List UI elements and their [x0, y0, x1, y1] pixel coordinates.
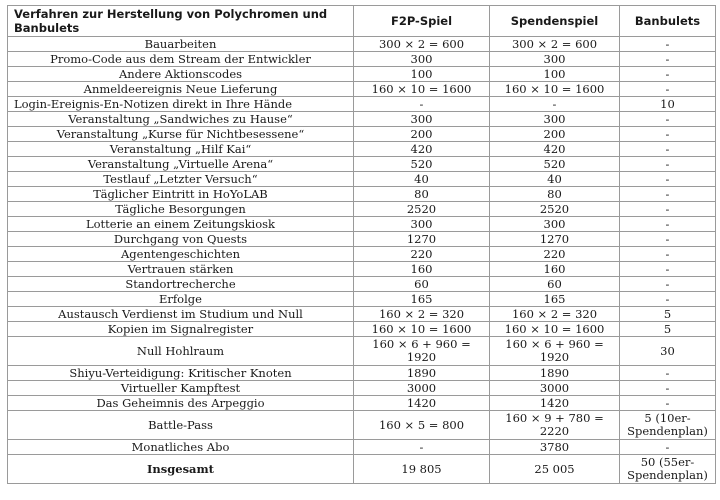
method-cell: Null Hohlraum [8, 337, 354, 366]
f2p-cell: 165 [354, 292, 490, 307]
header-donation: Spendenspiel [490, 6, 620, 37]
method-cell: Battle-Pass [8, 411, 354, 440]
banbulets-cell: 5 [620, 322, 716, 337]
donation-cell: 3000 [490, 381, 620, 396]
f2p-cell: 2520 [354, 202, 490, 217]
donation-cell: 300 [490, 217, 620, 232]
total-f2p: 19 805 [354, 455, 490, 484]
total-label: Insgesamt [8, 455, 354, 484]
f2p-cell: 60 [354, 277, 490, 292]
table-row [8, 232, 716, 247]
method-cell: Anmeldeereignis Neue Lieferung [8, 82, 354, 97]
f2p-cell: 80 [354, 187, 490, 202]
table-row [8, 292, 716, 307]
f2p-cell: 1270 [354, 232, 490, 247]
method-cell: Login-Ereignis-En-Notizen direkt in Ihre Hände [8, 97, 354, 112]
donation-cell: 220 [490, 247, 620, 262]
table-row [8, 202, 716, 217]
total-donation: 25 005 [490, 455, 620, 484]
donation-cell: 100 [490, 67, 620, 82]
table-row [8, 217, 716, 232]
f2p-cell: 3000 [354, 381, 490, 396]
table-row [8, 381, 716, 396]
method-cell: Bauarbeiten [8, 37, 354, 52]
banbulets-cell: - [620, 67, 716, 82]
method-cell: Täglicher Eintritt in HoYoLAB [8, 187, 354, 202]
donation-cell: 300 × 2 = 600 [490, 37, 620, 52]
banbulets-cell: - [620, 262, 716, 277]
method-cell: Standortrecherche [8, 277, 354, 292]
banbulets-cell: 10 [620, 97, 716, 112]
donation-cell: 160 × 6 + 960 = 1920 [490, 337, 620, 366]
donation-cell: 300 [490, 112, 620, 127]
f2p-cell: 160 × 10 = 1600 [354, 322, 490, 337]
method-cell: Vertrauen stärken [8, 262, 354, 277]
method-cell: Veranstaltung „Sandwiches zu Hause“ [8, 112, 354, 127]
donation-cell: 3780 [490, 440, 620, 455]
f2p-cell: 160 [354, 262, 490, 277]
f2p-cell: 300 × 2 = 600 [354, 37, 490, 52]
f2p-cell: 520 [354, 157, 490, 172]
header-banbulets: Banbulets [620, 6, 716, 37]
donation-cell: 1420 [490, 396, 620, 411]
table-row [8, 157, 716, 172]
banbulets-cell: - [620, 396, 716, 411]
method-cell: Durchgang von Quests [8, 232, 354, 247]
f2p-cell: 160 × 5 = 800 [354, 411, 490, 440]
table-row [8, 396, 716, 411]
banbulets-cell: - [620, 112, 716, 127]
donation-cell: 160 × 10 = 1600 [490, 82, 620, 97]
f2p-cell: 300 [354, 217, 490, 232]
banbulets-cell: 5 (10er-Spendenplan) [620, 411, 716, 440]
donation-cell: 160 × 2 = 320 [490, 307, 620, 322]
banbulets-cell: - [620, 142, 716, 157]
banbulets-cell: 5 [620, 307, 716, 322]
f2p-cell: - [354, 440, 490, 455]
method-cell: Testlauf „Letzter Versuch“ [8, 172, 354, 187]
banbulets-cell: - [620, 440, 716, 455]
donation-cell: 60 [490, 277, 620, 292]
donation-cell: 160 [490, 262, 620, 277]
table-row [8, 262, 716, 277]
table-row [8, 82, 716, 97]
method-cell: Andere Aktionscodes [8, 67, 354, 82]
banbulets-cell: - [620, 187, 716, 202]
table-row [8, 172, 716, 187]
table-row [8, 52, 716, 67]
donation-cell: 520 [490, 157, 620, 172]
donation-cell: 80 [490, 187, 620, 202]
method-cell: Promo-Code aus dem Stream der Entwickler [8, 52, 354, 67]
f2p-cell: 160 × 2 = 320 [354, 307, 490, 322]
f2p-cell: 160 × 6 + 960 = 1920 [354, 337, 490, 366]
table-row [8, 247, 716, 262]
donation-cell: 200 [490, 127, 620, 142]
table-row [8, 142, 716, 157]
table-row [8, 322, 716, 337]
banbulets-cell: - [620, 172, 716, 187]
method-cell: Erfolge [8, 292, 354, 307]
resources-table-container [7, 5, 715, 484]
table-body [8, 37, 716, 484]
banbulets-cell: - [620, 381, 716, 396]
table-row [8, 67, 716, 82]
table-row [8, 127, 716, 142]
banbulets-cell: - [620, 157, 716, 172]
table-row [8, 440, 716, 455]
f2p-cell: 1890 [354, 366, 490, 381]
table-row [8, 187, 716, 202]
method-cell: Agentengeschichten [8, 247, 354, 262]
method-cell: Virtueller Kampftest [8, 381, 354, 396]
donation-cell: 160 × 9 + 780 = 2220 [490, 411, 620, 440]
method-cell: Shiyu-Verteidigung: Kritischer Knoten [8, 366, 354, 381]
method-cell: Kopien im Signalregister [8, 322, 354, 337]
method-cell: Veranstaltung „Hilf Kai“ [8, 142, 354, 157]
banbulets-cell: - [620, 37, 716, 52]
f2p-cell: 40 [354, 172, 490, 187]
banbulets-cell: - [620, 217, 716, 232]
donation-cell: 300 [490, 52, 620, 67]
table-row [8, 366, 716, 381]
donation-cell: - [490, 97, 620, 112]
donation-cell: 165 [490, 292, 620, 307]
header-method: Verfahren zur Herstellung von Polychromen und Banbulets [8, 6, 354, 37]
total-row [8, 455, 716, 484]
banbulets-cell: - [620, 202, 716, 217]
f2p-cell: 160 × 10 = 1600 [354, 82, 490, 97]
header-f2p: F2P-Spiel [354, 6, 490, 37]
table-row [8, 307, 716, 322]
donation-cell: 160 × 10 = 1600 [490, 322, 620, 337]
resources-table [7, 5, 716, 484]
method-cell: Lotterie an einem Zeitungskiosk [8, 217, 354, 232]
table-row [8, 97, 716, 112]
method-cell: Veranstaltung „Virtuelle Arena“ [8, 157, 354, 172]
table-row [8, 337, 716, 366]
banbulets-cell: - [620, 277, 716, 292]
banbulets-cell: - [620, 82, 716, 97]
method-cell: Monatliches Abo [8, 440, 354, 455]
method-cell: Austausch Verdienst im Studium und Null [8, 307, 354, 322]
table-header-row [8, 6, 716, 37]
method-cell: Veranstaltung „Kurse für Nichtbesessene“ [8, 127, 354, 142]
banbulets-cell: 30 [620, 337, 716, 366]
banbulets-cell: - [620, 52, 716, 67]
table-row [8, 411, 716, 440]
table-row [8, 37, 716, 52]
f2p-cell: 300 [354, 52, 490, 67]
f2p-cell: 200 [354, 127, 490, 142]
banbulets-cell: - [620, 247, 716, 262]
method-cell: Tägliche Besorgungen [8, 202, 354, 217]
f2p-cell: 100 [354, 67, 490, 82]
f2p-cell: 420 [354, 142, 490, 157]
table-row [8, 112, 716, 127]
banbulets-cell: - [620, 366, 716, 381]
table-row [8, 277, 716, 292]
f2p-cell: 1420 [354, 396, 490, 411]
banbulets-cell: - [620, 232, 716, 247]
donation-cell: 1270 [490, 232, 620, 247]
method-cell: Das Geheimnis des Arpeggio [8, 396, 354, 411]
f2p-cell: 220 [354, 247, 490, 262]
banbulets-cell: - [620, 292, 716, 307]
total-banbulets: 50 (55er-Spendenplan) [620, 455, 716, 484]
donation-cell: 40 [490, 172, 620, 187]
f2p-cell: - [354, 97, 490, 112]
banbulets-cell: - [620, 127, 716, 142]
donation-cell: 420 [490, 142, 620, 157]
f2p-cell: 300 [354, 112, 490, 127]
donation-cell: 1890 [490, 366, 620, 381]
donation-cell: 2520 [490, 202, 620, 217]
